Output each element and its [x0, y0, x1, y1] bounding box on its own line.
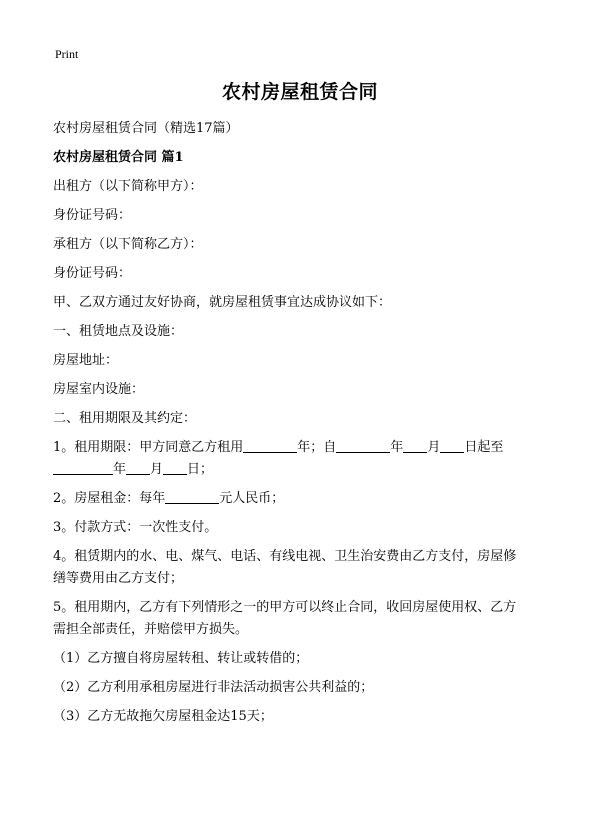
blank-years [243, 438, 297, 453]
address-line: 房屋地址： [53, 353, 119, 368]
term-text-3: 年 [390, 440, 404, 455]
payment-paragraph: 3。付款方式：一次性支付。 [53, 520, 218, 535]
blank-start-day [440, 438, 464, 453]
document-body [53, 118, 548, 735]
fees-paragraph [53, 546, 548, 590]
term-paragraph [53, 437, 548, 481]
blank-end-day [163, 460, 187, 475]
lessee-id-line: 身份证号码： [53, 266, 132, 281]
clause-1-title: 一、租赁地点及设施： [53, 324, 184, 339]
term-line-2 [53, 459, 548, 481]
print-label[interactable]: Print [55, 47, 79, 61]
facilities-line: 房屋室内设施： [53, 382, 145, 397]
case-2: （2）乙方利用承租房屋进行非法活动损害公共利益的； [53, 680, 374, 695]
blank-end-month [126, 460, 150, 475]
term-text-8: 日； [187, 462, 214, 477]
termination-line-2: 需担全部责任，并赔偿甲方损失。 [53, 622, 249, 637]
termination-paragraph [53, 597, 548, 641]
lessor-line: 出租方（以下简称甲方）： [53, 179, 203, 194]
rent-paragraph [53, 488, 548, 510]
lessor-id-line: 身份证号码： [53, 208, 132, 223]
term-text-4: 月 [427, 440, 441, 455]
term-text-1: 1。租用期限：甲方同意乙方租用 [53, 440, 244, 455]
case-3: （3）乙方无故拖欠房屋租金达15天； [53, 709, 273, 724]
lessee-line: 承租方（以下简称乙方）： [53, 237, 203, 252]
termination-line-1: 5。租用期内，乙方有下列情形之一的甲方可以终止合同，收回房屋使用权、乙方 [53, 600, 517, 615]
blank-start-month [403, 438, 427, 453]
term-text-7: 月 [150, 462, 164, 477]
term-text-2: 年；自 [297, 440, 337, 455]
document-title: 农村房屋租赁合同 [221, 81, 378, 103]
blank-start-year [336, 438, 390, 453]
blank-rent-amount [165, 489, 219, 504]
section-title: 农村房屋租赁合同 篇1 [53, 150, 184, 165]
fees-line-2: 缮等费用由乙方支付； [53, 571, 184, 586]
term-line-1 [53, 437, 548, 459]
intro-paragraph: 甲、乙双方通过友好协商，就房屋租赁事宜达成协议如下： [53, 295, 392, 310]
blank-end-year [53, 460, 113, 475]
rent-text-1: 2。房屋租金：每年 [53, 491, 166, 506]
case-1: （1）乙方擅自将房屋转租、转让或转借的； [53, 651, 309, 666]
term-text-6: 年 [113, 462, 127, 477]
fees-line-1: 4。租赁期内的水、电、煤气、电话、有线电视、卫生治安费由乙方支付，房屋修 [53, 549, 517, 564]
document-subtitle: 农村房屋租赁合同（精选17篇） [53, 121, 239, 136]
clause-2-title: 二、租用期限及其约定： [53, 411, 197, 426]
rent-text-2: 元人民币； [219, 491, 285, 506]
term-text-5: 日起至 [464, 440, 504, 455]
